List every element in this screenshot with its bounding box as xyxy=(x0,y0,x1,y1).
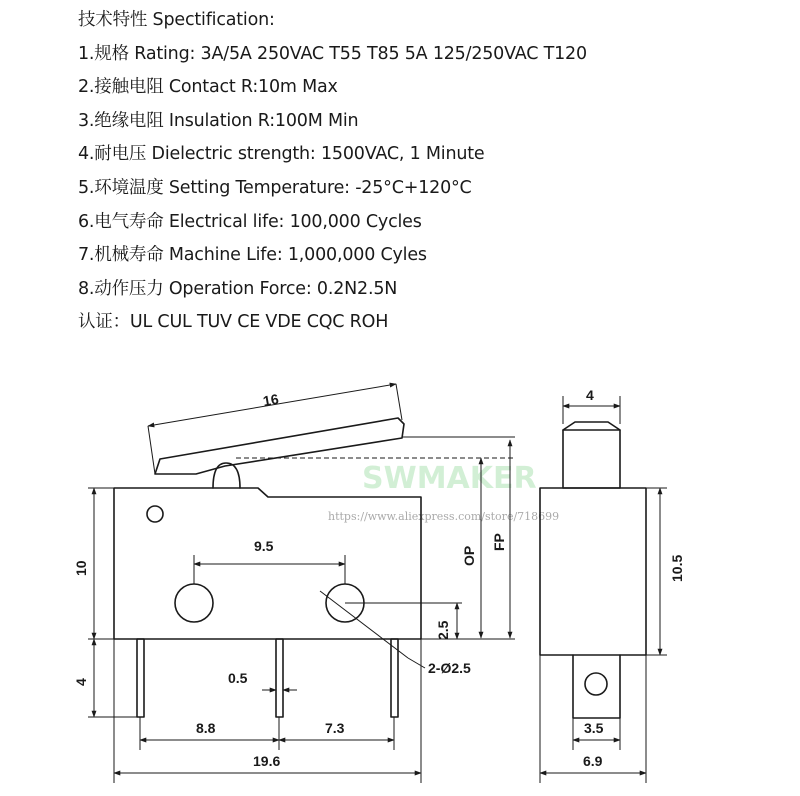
spec-certification: 认证：UL CUL TUV CE VDE CQC ROH xyxy=(78,312,389,333)
pin-left xyxy=(137,639,144,717)
pin-middle xyxy=(276,639,283,717)
watermark-url: https://www.aliexpress.com/store/718699 xyxy=(328,510,560,523)
dim-label-2-5: 2.5 xyxy=(435,620,451,640)
dim-label-holes: 2-Ø2.5 xyxy=(428,660,471,676)
mounting-hole-left xyxy=(175,584,213,622)
dim-label-6-9: 6.9 xyxy=(583,753,603,769)
side-view-terminal-hole xyxy=(585,673,607,695)
spec-operation-force: 8.动作压力 Operation Force: 0.2N2.5N xyxy=(78,278,398,299)
spec-rating: 1.规格 Rating: 3A/5A 250VAC T55 T85 5A 125/250VAC T120 xyxy=(78,43,587,64)
spec-temperature: 5.环境温度 Setting Temperature: -25°C+120°C xyxy=(78,177,472,198)
dim-label-op: OP xyxy=(461,545,477,566)
spec-contact-resistance: 2.接触电阻 Contact R:10m Max xyxy=(78,77,338,98)
spec-title: 技术特性 Spectification: xyxy=(78,10,275,30)
technical-drawing xyxy=(0,350,800,796)
spec-dielectric-strength: 4.耐电压 Dielectric strength: 1500VAC, 1 Minute xyxy=(78,144,485,165)
plunger xyxy=(213,463,240,488)
mounting-hole-small xyxy=(147,506,163,522)
side-view-actuator xyxy=(563,430,620,488)
dim-label-7-3: 7.3 xyxy=(325,720,345,736)
dim-label-0-5: 0.5 xyxy=(228,670,248,686)
dim-label-8-8: 8.8 xyxy=(196,720,216,736)
spec-electrical-life: 6.电气寿命 Electrical life: 100,000 Cycles xyxy=(78,211,422,232)
side-view-actuator-cap xyxy=(563,422,620,430)
dim-label-fp: FP xyxy=(491,533,507,551)
spec-insulation-resistance: 3.绝缘电阻 Insulation R:100M Min xyxy=(78,110,359,131)
spec-list xyxy=(78,4,778,340)
spec-machine-life: 7.机械寿命 Machine Life: 1,000,000 Cyles xyxy=(78,245,427,266)
dim-label-19-6: 19.6 xyxy=(253,753,281,769)
dim-label-4-top: 4 xyxy=(586,387,594,403)
dim-label-4-pin: 4 xyxy=(73,678,89,686)
dim-label-16: 16 xyxy=(261,390,280,410)
dim-label-3-5: 3.5 xyxy=(584,720,604,736)
dim-label-9-5: 9.5 xyxy=(254,538,274,554)
dim-label-10: 10 xyxy=(73,560,89,576)
side-view-terminal xyxy=(573,655,620,718)
watermark-logo: SWMAKER xyxy=(362,461,537,496)
dim-label-10-5: 10.5 xyxy=(669,554,685,582)
pin-right xyxy=(391,639,398,717)
